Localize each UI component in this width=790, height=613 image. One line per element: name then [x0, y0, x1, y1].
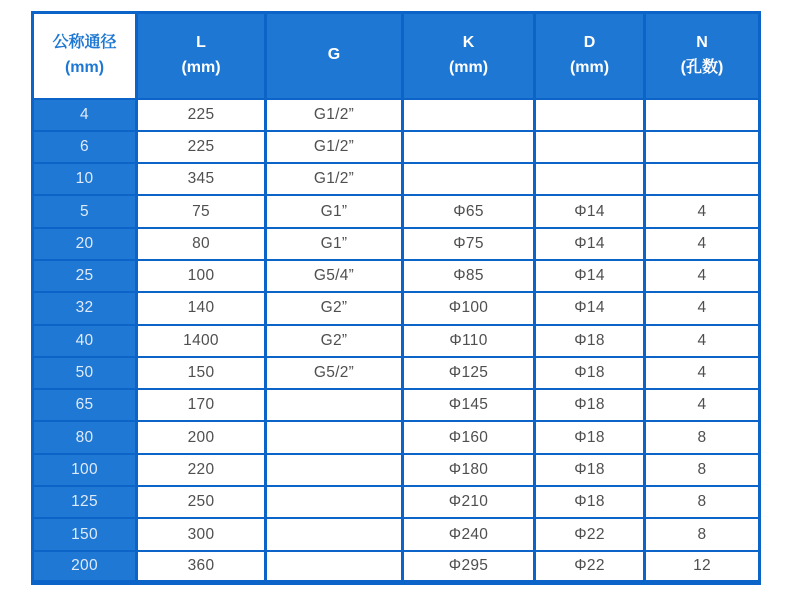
- data-cell: Φ85: [403, 260, 535, 292]
- row-header-cell: 40: [33, 325, 137, 357]
- data-cell: Φ18: [535, 454, 645, 486]
- row-header-cell: 65: [33, 389, 137, 421]
- row-header-cell: 32: [33, 292, 137, 324]
- row-header-cell: 125: [33, 486, 137, 518]
- data-cell: Φ180: [403, 454, 535, 486]
- data-cell: 250: [137, 486, 266, 518]
- header-d-label: D: [583, 33, 596, 51]
- data-cell: 300: [137, 518, 266, 550]
- row-header-cell: 100: [33, 454, 137, 486]
- spec-table-container: [31, 11, 761, 585]
- row-header-cell: 10: [33, 163, 137, 195]
- data-cell: Φ14: [535, 195, 645, 227]
- header-dn-label: 公称通径: [52, 33, 117, 51]
- row-header-cell: 5: [33, 195, 137, 227]
- header-g-label: G: [327, 46, 341, 64]
- table-row: [33, 228, 760, 260]
- data-cell: 75: [137, 195, 266, 227]
- data-cell: G5/2”: [266, 357, 403, 389]
- data-cell: G1”: [266, 228, 403, 260]
- header-row: [33, 13, 760, 99]
- row-header-cell: 20: [33, 228, 137, 260]
- data-cell: 8: [645, 518, 760, 550]
- header-dn-unit: (mm): [64, 58, 105, 76]
- data-cell: 150: [137, 357, 266, 389]
- table-row: [33, 551, 760, 583]
- table-row: [33, 325, 760, 357]
- table-row: [33, 389, 760, 421]
- header-g: [266, 13, 403, 99]
- data-cell: Φ22: [535, 551, 645, 583]
- data-cell: Φ18: [535, 486, 645, 518]
- header-dn: [33, 13, 137, 99]
- table-header: [33, 13, 760, 99]
- data-cell: 200: [137, 421, 266, 453]
- data-cell: Φ240: [403, 518, 535, 550]
- data-cell: [535, 163, 645, 195]
- data-cell: Φ18: [535, 389, 645, 421]
- data-cell: Φ65: [403, 195, 535, 227]
- data-cell: 1400: [137, 325, 266, 357]
- table-row: [33, 131, 760, 163]
- data-cell: 4: [645, 260, 760, 292]
- header-k-label: K: [462, 33, 475, 51]
- data-cell: Φ75: [403, 228, 535, 260]
- data-cell: [266, 551, 403, 583]
- data-cell: Φ22: [535, 518, 645, 550]
- dimension-spec-table: [31, 11, 761, 585]
- data-cell: Φ14: [535, 292, 645, 324]
- table-row: [33, 486, 760, 518]
- data-cell: 4: [645, 195, 760, 227]
- data-cell: 8: [645, 486, 760, 518]
- table-row: [33, 357, 760, 389]
- header-n-label: N: [696, 33, 708, 51]
- data-cell: G1”: [266, 195, 403, 227]
- data-cell: Φ14: [535, 260, 645, 292]
- data-cell: Φ100: [403, 292, 535, 324]
- data-cell: 4: [645, 292, 760, 324]
- data-cell: Φ110: [403, 325, 535, 357]
- table-row: [33, 454, 760, 486]
- data-cell: Φ125: [403, 357, 535, 389]
- data-cell: Φ18: [535, 357, 645, 389]
- row-header-cell: 150: [33, 518, 137, 550]
- data-cell: 4: [645, 357, 760, 389]
- header-n-unit: (孔数): [680, 58, 724, 76]
- table-row: [33, 421, 760, 453]
- row-header-cell: 80: [33, 421, 137, 453]
- data-cell: [266, 421, 403, 453]
- data-cell: Φ145: [403, 389, 535, 421]
- row-header-cell: 200: [33, 551, 137, 583]
- data-cell: G5/4”: [266, 260, 403, 292]
- data-cell: 170: [137, 389, 266, 421]
- data-cell: 12: [645, 551, 760, 583]
- data-cell: 8: [645, 421, 760, 453]
- header-k: [403, 13, 535, 99]
- header-k-unit: (mm): [448, 58, 489, 76]
- data-cell: [266, 389, 403, 421]
- data-cell: [266, 454, 403, 486]
- data-cell: Φ14: [535, 228, 645, 260]
- data-cell: [403, 99, 535, 131]
- data-cell: 100: [137, 260, 266, 292]
- data-cell: [535, 99, 645, 131]
- row-header-cell: 4: [33, 99, 137, 131]
- data-cell: G2”: [266, 292, 403, 324]
- data-cell: [266, 518, 403, 550]
- data-cell: G1/2”: [266, 163, 403, 195]
- data-cell: [645, 131, 760, 163]
- data-cell: 4: [645, 325, 760, 357]
- table-body: [33, 99, 760, 583]
- data-cell: 225: [137, 131, 266, 163]
- data-cell: Φ210: [403, 486, 535, 518]
- data-cell: 220: [137, 454, 266, 486]
- header-n: [645, 13, 760, 99]
- data-cell: [645, 99, 760, 131]
- data-cell: 8: [645, 454, 760, 486]
- header-l-unit: (mm): [181, 58, 221, 76]
- data-cell: Φ160: [403, 421, 535, 453]
- data-cell: [403, 163, 535, 195]
- table-row: [33, 195, 760, 227]
- data-cell: 80: [137, 228, 266, 260]
- data-cell: G1/2”: [266, 131, 403, 163]
- data-cell: Φ18: [535, 421, 645, 453]
- table-row: [33, 292, 760, 324]
- header-d-unit: (mm): [569, 58, 610, 76]
- row-header-cell: 50: [33, 357, 137, 389]
- data-cell: 225: [137, 99, 266, 131]
- header-d: [535, 13, 645, 99]
- data-cell: 345: [137, 163, 266, 195]
- data-cell: [535, 131, 645, 163]
- table-row: [33, 260, 760, 292]
- data-cell: [403, 131, 535, 163]
- data-cell: 140: [137, 292, 266, 324]
- data-cell: Φ18: [535, 325, 645, 357]
- row-header-cell: 25: [33, 260, 137, 292]
- row-header-cell: 6: [33, 131, 137, 163]
- data-cell: Φ295: [403, 551, 535, 583]
- header-l-label: L: [196, 33, 206, 51]
- data-cell: G2”: [266, 325, 403, 357]
- header-l: [137, 13, 266, 99]
- data-cell: [266, 486, 403, 518]
- data-cell: 360: [137, 551, 266, 583]
- table-row: [33, 163, 760, 195]
- table-row: [33, 518, 760, 550]
- data-cell: G1/2”: [266, 99, 403, 131]
- table-row: [33, 99, 760, 131]
- data-cell: 4: [645, 389, 760, 421]
- data-cell: 4: [645, 228, 760, 260]
- data-cell: [645, 163, 760, 195]
